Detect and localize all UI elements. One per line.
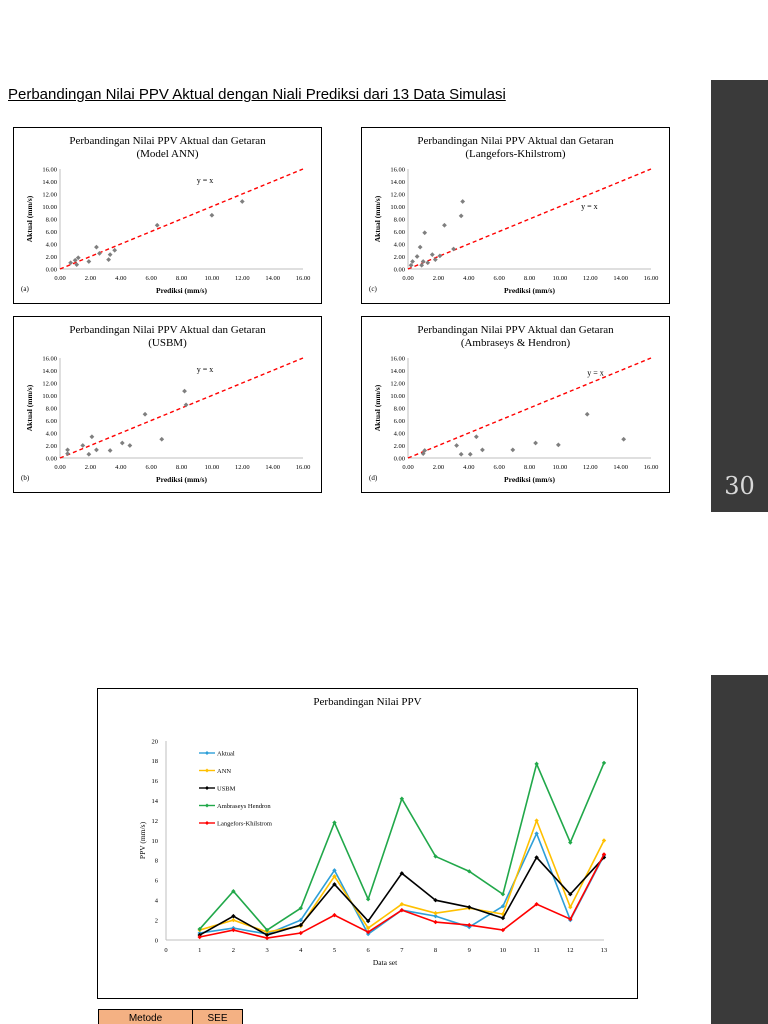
- x-tick-label: 8.00: [523, 464, 536, 471]
- panel-label: (d): [369, 474, 378, 482]
- x-tick-label: 16.00: [643, 275, 659, 282]
- x-tick-label: 0.00: [54, 275, 66, 282]
- x-tick-label: 2.00: [84, 275, 97, 282]
- chart-title: Perbandingan Nilai PPV Aktual dan Getaran: [69, 324, 266, 336]
- y-tick-label: 14: [151, 798, 158, 805]
- x-tick-label: 7: [400, 947, 404, 954]
- scatter-chart-ann: [13, 127, 322, 304]
- x-tick-label: 10.00: [204, 275, 220, 282]
- x-tick-label: 13: [600, 947, 608, 954]
- x-tick-label: 14.00: [613, 275, 628, 282]
- y-tick-label: 6: [154, 877, 158, 885]
- x-tick-label: 0.00: [402, 275, 414, 282]
- x-tick-label: 10.00: [204, 464, 220, 471]
- x-tick-label: 4.00: [463, 275, 475, 282]
- chart-subtitle: (Ambraseys & Hendron): [460, 337, 571, 349]
- y-tick-label: 0.00: [393, 455, 405, 463]
- y-tick-label: 4.00: [45, 241, 57, 249]
- x-tick-label: 11: [533, 947, 540, 954]
- x-tick-label: 12.00: [234, 275, 250, 282]
- x-tick-label: 8.00: [175, 275, 188, 282]
- x-tick-label: 12.00: [234, 464, 250, 471]
- y-tick-label: 10.00: [42, 203, 57, 211]
- scatter-chart-ambraseys: [361, 316, 670, 493]
- identity-line-label: y = x: [196, 364, 214, 374]
- y-tick-label: 10.00: [390, 203, 405, 211]
- table-header-see: SEE: [193, 1010, 243, 1024]
- y-tick-label: 2.00: [393, 253, 405, 261]
- x-tick-label: 2.00: [432, 275, 445, 282]
- y-tick-label: 0.00: [393, 266, 405, 274]
- identity-line-label: y = x: [587, 368, 604, 378]
- legend-label: USBM: [217, 785, 236, 793]
- x-tick-label: 4.00: [115, 464, 127, 471]
- x-axis-label: Prediksi (mm/s): [156, 286, 207, 295]
- y-tick-label: 12: [151, 817, 158, 825]
- x-axis-label: Data set: [372, 958, 398, 967]
- y-tick-label: 8.00: [393, 405, 405, 413]
- panel-label: (c): [369, 285, 377, 293]
- x-tick-label: 6.00: [493, 275, 505, 282]
- y-tick-label: 14.00: [42, 367, 57, 375]
- legend-label: Aktual: [217, 750, 235, 758]
- y-tick-label: 14.00: [390, 367, 405, 375]
- x-tick-label: 1: [198, 947, 202, 954]
- y-tick-label: 2.00: [45, 442, 57, 450]
- identity-line-label: y = x: [196, 175, 214, 185]
- y-tick-label: 10: [151, 837, 158, 845]
- x-axis-label: Prediksi (mm/s): [504, 475, 555, 484]
- x-tick-label: 3: [265, 947, 269, 954]
- chart-title: Perbandingan Nilai PPV Aktual dan Getaran: [69, 135, 266, 147]
- chart-title: Perbandingan Nilai PPV Aktual dan Getaran: [417, 135, 614, 147]
- x-tick-label: 4: [299, 947, 303, 954]
- y-tick-label: 10.00: [390, 392, 405, 400]
- x-tick-label: 6: [366, 947, 370, 954]
- y-tick-label: 16: [151, 778, 158, 786]
- x-tick-label: 16.00: [295, 464, 311, 471]
- y-axis-label: Aktual (mm/s): [25, 195, 34, 243]
- y-tick-label: 4.00: [45, 430, 57, 438]
- x-tick-label: 6.00: [145, 464, 157, 471]
- x-tick-label: 10.00: [552, 275, 568, 282]
- y-tick-label: 16.00: [390, 166, 405, 174]
- y-tick-label: 2.00: [45, 253, 57, 261]
- x-tick-label: 12: [567, 947, 574, 954]
- y-tick-label: 16.00: [42, 166, 57, 174]
- panel-label: (a): [21, 285, 29, 293]
- y-axis-label: Aktual (mm/s): [373, 384, 382, 432]
- chart-title: Perbandingan Nilai PPV: [313, 696, 422, 708]
- x-axis-label: Prediksi (mm/s): [156, 475, 207, 484]
- y-tick-label: 8: [154, 857, 158, 865]
- y-tick-label: 0.00: [45, 455, 57, 463]
- chart-subtitle: (USBM): [148, 337, 187, 349]
- sidebar-bottom: [711, 675, 768, 1024]
- x-tick-label: 8.00: [175, 464, 188, 471]
- x-axis-label: Prediksi (mm/s): [504, 286, 555, 295]
- y-tick-label: 18: [151, 758, 158, 766]
- y-axis-label: Aktual (mm/s): [25, 384, 34, 432]
- y-tick-label: 12.00: [42, 191, 57, 199]
- x-tick-label: 9: [467, 947, 471, 954]
- chart-subtitle: (Langefors-Khilstrom): [465, 148, 566, 160]
- legend-label: Langefors-Khilstrom: [217, 820, 272, 828]
- y-axis-label: PPV (mm/s): [138, 821, 147, 860]
- y-tick-label: 12.00: [42, 380, 57, 388]
- table-header-metode: Metode: [99, 1010, 193, 1024]
- line-chart-ppv: [97, 688, 638, 999]
- panel-label: (b): [21, 474, 30, 482]
- y-tick-label: 12.00: [390, 380, 405, 388]
- x-tick-label: 0.00: [402, 464, 414, 471]
- x-tick-label: 6.00: [493, 464, 505, 471]
- x-tick-label: 12.00: [582, 275, 598, 282]
- x-tick-label: 0: [164, 947, 168, 954]
- x-tick-label: 5: [332, 947, 337, 954]
- x-tick-label: 8: [433, 947, 438, 954]
- y-tick-label: 2.00: [393, 442, 405, 450]
- identity-line-label: y = x: [581, 202, 598, 211]
- scatter-chart-langefors: [361, 127, 670, 304]
- scatter-chart-usbm: [13, 316, 322, 493]
- x-tick-label: 4.00: [463, 464, 475, 471]
- x-tick-label: 12.00: [582, 464, 598, 471]
- x-tick-label: 14.00: [265, 464, 280, 471]
- x-tick-label: 10.00: [552, 464, 568, 471]
- table-header-row: [99, 1010, 243, 1024]
- page-heading: Perbandingan Nilai PPV Aktual dengan Niali Prediksi dari 13 Data Simulasi: [8, 86, 506, 103]
- y-tick-label: 6.00: [45, 417, 57, 425]
- x-tick-label: 2.00: [432, 464, 445, 471]
- y-tick-label: 0: [154, 937, 158, 945]
- y-axis-label: Aktual (mm/s): [373, 195, 382, 243]
- y-tick-label: 4: [154, 897, 158, 905]
- y-tick-label: 4.00: [393, 430, 405, 438]
- sidebar-top: [711, 80, 768, 512]
- x-tick-label: 6.00: [145, 275, 157, 282]
- y-tick-label: 20: [151, 738, 158, 746]
- y-tick-label: 2: [154, 917, 158, 925]
- y-tick-label: 8.00: [45, 405, 57, 413]
- x-tick-label: 4.00: [115, 275, 127, 282]
- y-tick-label: 12.00: [390, 191, 405, 199]
- y-tick-label: 6.00: [393, 228, 405, 236]
- see-table: [98, 1009, 243, 1024]
- y-tick-label: 8.00: [393, 216, 405, 224]
- x-tick-label: 2.00: [84, 464, 97, 471]
- y-tick-label: 0.00: [45, 266, 57, 274]
- x-tick-label: 10: [499, 947, 507, 954]
- x-tick-label: 8.00: [523, 275, 536, 282]
- y-tick-label: 10.00: [42, 392, 57, 400]
- y-tick-label: 14.00: [42, 178, 57, 186]
- x-tick-label: 16.00: [295, 275, 311, 282]
- y-tick-label: 16.00: [390, 355, 405, 363]
- y-tick-label: 16.00: [42, 355, 57, 363]
- x-tick-label: 2: [231, 947, 236, 954]
- y-tick-label: 6.00: [393, 417, 405, 425]
- x-tick-label: 14.00: [613, 464, 628, 471]
- chart-title: Perbandingan Nilai PPV Aktual dan Getaran: [417, 324, 614, 336]
- y-tick-label: 14.00: [390, 178, 405, 186]
- y-tick-label: 8.00: [45, 216, 57, 224]
- legend-label: ANN: [217, 767, 232, 775]
- x-tick-label: 16.00: [643, 464, 659, 471]
- x-tick-label: 14.00: [265, 275, 280, 282]
- y-tick-label: 4.00: [393, 241, 405, 249]
- x-tick-label: 0.00: [54, 464, 66, 471]
- legend-label: Ambraseys Hendron: [217, 802, 271, 810]
- chart-subtitle: (Model ANN): [136, 148, 199, 160]
- page-number: 30: [724, 472, 755, 500]
- y-tick-label: 6.00: [45, 228, 57, 236]
